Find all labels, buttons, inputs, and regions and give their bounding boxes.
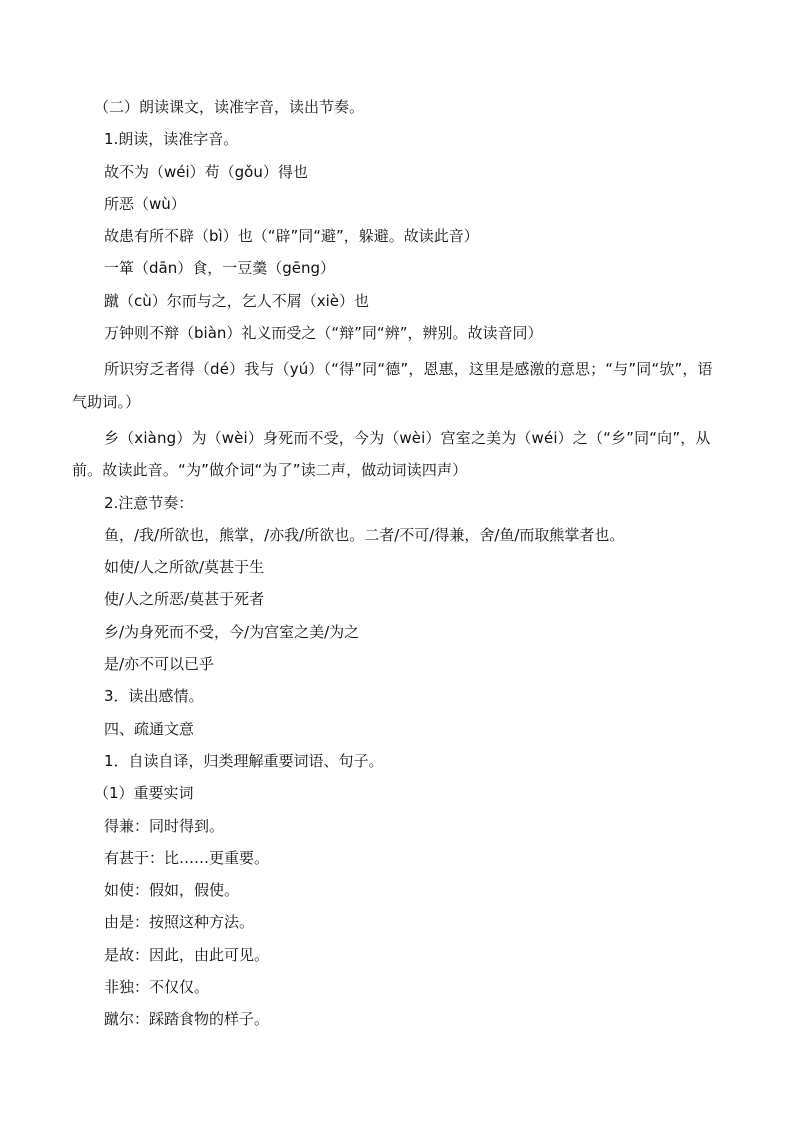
document-body <box>72 95 722 1040</box>
text-line <box>72 160 722 192</box>
vocab-item <box>72 943 722 975</box>
line-text: 一箪（dān）食，一豆羹（gēng） <box>104 259 335 278</box>
line-text: 1.朗读，读准字音。 <box>104 130 239 149</box>
text-line <box>72 224 722 256</box>
text-line <box>72 289 722 321</box>
line-text: 是/亦不可以已乎 <box>104 655 215 674</box>
line-text: （1）重要实词 <box>94 784 194 803</box>
line-text: 蹴（cù）尔而与之，乞人不屑（xiè）也 <box>104 291 370 310</box>
line-text: 四、疏通文意 <box>104 719 195 738</box>
text-line <box>72 652 722 684</box>
text-line <box>72 587 722 619</box>
line-text: 故不为（wéi）苟（gǒu）得也 <box>104 162 308 181</box>
vocab-item <box>72 846 722 878</box>
line-text: （二）朗读课文，读准字音，读出节奏。 <box>94 98 365 116</box>
line-text: 如使：假如，假使。 <box>104 881 240 900</box>
subheading-emotion <box>72 684 722 716</box>
vocab-item <box>72 975 722 1007</box>
line-text: 蹴尔：踩踏食物的样子。 <box>104 1010 270 1029</box>
text-line <box>72 620 722 652</box>
text-line <box>72 321 722 353</box>
line-text: 所恶（wù） <box>104 194 186 213</box>
line-text: 是故：因此，由此可见。 <box>104 945 270 964</box>
line-text: 如使/人之所欲/莫甚于生 <box>104 558 265 577</box>
subheading-rhythm <box>72 491 722 523</box>
text-line <box>72 523 722 555</box>
line-text: 非独：不仅仅。 <box>104 978 210 997</box>
line-text: 使/人之所恶/莫甚于死者 <box>104 590 265 609</box>
line-text: 乡/为身死而不受，今/为宫室之美/为之 <box>104 622 360 641</box>
line-text: 由是：按照这种方法。 <box>104 913 255 932</box>
section-heading-reading <box>72 95 722 127</box>
subheading-self-study <box>72 749 722 781</box>
text-line <box>72 192 722 224</box>
paragraph-de-yu <box>72 353 722 418</box>
paragraph-text: 乡（xiàng）为（wèi）身死而不受，今为（wèi）宫室之美为（wéi）之（“乡”同“向”，从前。故读此音。“为”做介词“为了”读二声，做动词读四声） <box>72 428 711 480</box>
vocab-item <box>72 1007 722 1039</box>
section-heading-meaning <box>72 717 722 749</box>
vocab-item <box>72 814 722 846</box>
line-text: 得兼：同时得到。 <box>104 816 225 835</box>
line-text: 2.注意节奏： <box>104 493 194 512</box>
subheading-pronunciation <box>72 127 722 159</box>
line-text: 3．读出感情。 <box>104 687 204 706</box>
vocab-item <box>72 878 722 910</box>
line-text: 鱼，/我/所欲也，熊掌，/亦我/所欲也。二者/不可/得兼，舍/鱼/而取熊掌者也。 <box>104 525 625 544</box>
text-line <box>72 256 722 288</box>
paragraph-text: 所识穷乏者得（dé）我与（yú）（“得”同“德”，恩惠，这里是感激的意思；“与”同“欤”，语气助词。） <box>72 360 713 411</box>
line-text: 有甚于：比……更重要。 <box>104 848 270 867</box>
paragraph-xiang-wei <box>72 422 722 487</box>
line-text: 故患有所不辟（bì）也（“辟”同“避”，躲避。故读此音） <box>104 227 479 246</box>
subheading-key-words <box>72 781 722 813</box>
line-text: 万钟则不辩（biàn）礼义而受之（“辩”同“辨”，辨别。故读音同） <box>104 324 543 343</box>
vocab-item <box>72 910 722 942</box>
text-line <box>72 555 722 587</box>
line-text: 1．自读自译，归类理解重要词语、句子。 <box>104 751 384 770</box>
